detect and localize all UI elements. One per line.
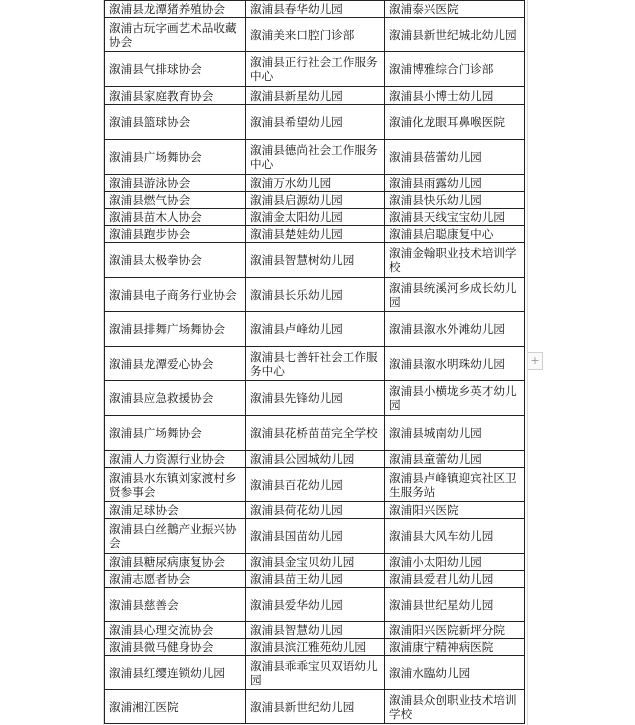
table-row (105, 140, 525, 175)
table-cell[interactable]: 溆浦县水东镇刘家渡村乡贤参事会 (105, 468, 246, 502)
table-cell[interactable]: 溆浦县大风车幼儿园 (385, 519, 525, 554)
table-cell[interactable]: 溆浦县正行社会工作服务中心 (246, 52, 385, 87)
table-row (105, 451, 525, 468)
table-cell[interactable]: 溆浦县德尚社会工作服务中心 (246, 140, 385, 175)
table-cell[interactable]: 溆浦博雅综合门诊部 (385, 52, 525, 87)
table-cell[interactable]: 溆浦县跑步协会 (105, 226, 246, 243)
table-cell[interactable]: 溆浦县家庭教育协会 (105, 87, 246, 105)
table-cell[interactable]: 溆浦县排舞广场舞协会 (105, 312, 246, 347)
table-cell[interactable]: 溆浦县新星幼儿园 (246, 87, 385, 105)
table-cell[interactable]: 溆浦县快乐幼儿园 (385, 192, 525, 209)
table-cell[interactable]: 溆浦县小博士幼儿园 (385, 87, 525, 105)
table-row (105, 226, 525, 243)
table-cell[interactable]: 溆浦县公园城幼儿园 (246, 451, 385, 468)
table-cell[interactable]: 溆浦金太阳幼儿园 (246, 209, 385, 226)
table-cell[interactable]: 溆浦县卢峰镇迎宾社区卫生服务站 (385, 468, 525, 502)
table-cell[interactable]: 溆浦足球协会 (105, 502, 246, 519)
table-cell[interactable]: 溆浦县龙潭爱心协会 (105, 347, 246, 381)
table-cell[interactable]: 溆浦县应急救援协会 (105, 381, 246, 416)
table-cell[interactable]: 溆浦县太极拳协会 (105, 243, 246, 278)
table-body (105, 1, 525, 724)
table-cell[interactable]: 溆浦县龙潭猪养殖协会 (105, 1, 246, 18)
table-cell[interactable]: 溆浦县卢峰幼儿园 (246, 312, 385, 347)
table-cell[interactable]: 溆浦县启聪康复中心 (385, 226, 525, 243)
table-cell[interactable]: 溆浦县金宝贝幼儿园 (246, 554, 385, 571)
table-cell[interactable]: 溆浦美来口腔门诊部 (246, 18, 385, 52)
table-row (105, 502, 525, 519)
table-cell[interactable]: 溆浦县滨江雅苑幼儿园 (246, 639, 385, 656)
table-row (105, 312, 525, 347)
table-cell[interactable]: 溆浦县苗木人协会 (105, 209, 246, 226)
table-cell[interactable]: 溆浦县微马健身协会 (105, 639, 246, 656)
table-cell[interactable]: 溆浦县先锋幼儿园 (246, 381, 385, 416)
table-cell[interactable]: 溆浦湘江医院 (105, 690, 246, 724)
table-cell[interactable]: 溆浦县雨露幼儿园 (385, 175, 525, 192)
table-row (105, 1, 525, 18)
table-row (105, 243, 525, 278)
table-cell[interactable]: 溆浦县花桥苗苗完全学校 (246, 416, 385, 451)
plus-icon[interactable]: + (528, 352, 543, 370)
table-cell[interactable]: 溆浦县众创职业技术培训学校 (385, 690, 525, 724)
table-row (105, 656, 525, 690)
table-cell[interactable]: 溆浦县乖乖宝贝双语幼儿园 (246, 656, 385, 690)
table-cell[interactable]: 溆浦县糖尿病康复协会 (105, 554, 246, 571)
table-cell[interactable]: 溆浦阳兴医院新坪分院 (385, 622, 525, 639)
table-cell[interactable]: 溆浦人力资源行业协会 (105, 451, 246, 468)
table-row (105, 52, 525, 87)
table-cell[interactable]: 溆浦县希望幼儿园 (246, 105, 385, 140)
table-cell[interactable]: 溆浦县国苗幼儿园 (246, 519, 385, 554)
table-cell[interactable]: 溆浦县溆水明珠幼儿园 (385, 347, 525, 381)
table-row (105, 347, 525, 381)
table-row (105, 18, 525, 52)
table-cell[interactable]: 溆浦化龙眼耳鼻喉医院 (385, 105, 525, 140)
table-cell[interactable]: 溆浦康宁精神病医院 (385, 639, 525, 656)
table-row (105, 175, 525, 192)
table-cell[interactable]: 溆浦志愿者协会 (105, 571, 246, 588)
table-cell[interactable]: 溆浦县天线宝宝幼儿园 (385, 209, 525, 226)
table-row (105, 381, 525, 416)
table-row (105, 416, 525, 451)
table-cell[interactable]: 溆浦县新世纪城北幼儿园 (385, 18, 525, 52)
table-row (105, 690, 525, 724)
table-row (105, 554, 525, 571)
table-cell[interactable]: 溆浦县心理交流协会 (105, 622, 246, 639)
table-row (105, 209, 525, 226)
table-cell[interactable]: 溆浦古玩字画艺术品收藏协会 (105, 18, 246, 52)
table-cell[interactable]: 溆浦县启源幼儿园 (246, 192, 385, 209)
table-cell[interactable]: 溆浦县蓓蕾幼儿园 (385, 140, 525, 175)
table-cell[interactable]: 溆浦县爱华幼儿园 (246, 588, 385, 622)
table-cell[interactable]: 溆浦县统溪河乡成长幼儿园 (385, 278, 525, 312)
table-cell[interactable]: 溆浦泰兴医院 (385, 1, 525, 18)
table-cell[interactable]: 溆浦县七善轩社会工作服务中心 (246, 347, 385, 381)
table-cell[interactable]: 溆浦阳兴医院 (385, 502, 525, 519)
table-cell[interactable]: 溆浦县气排球协会 (105, 52, 246, 87)
table-row (105, 87, 525, 105)
table-cell[interactable]: 溆浦小太阳幼儿园 (385, 554, 525, 571)
table-cell[interactable]: 溆浦县广场舞协会 (105, 140, 246, 175)
table-cell[interactable]: 溆浦县电子商务行业协会 (105, 278, 246, 312)
table-cell[interactable]: 溆浦县楚娃幼儿园 (246, 226, 385, 243)
table-row (105, 571, 525, 588)
table-cell[interactable]: 溆浦县童蕾幼儿园 (385, 451, 525, 468)
table-cell[interactable]: 溆浦县智慧幼儿园 (246, 622, 385, 639)
table-cell[interactable]: 溆浦县篮球协会 (105, 105, 246, 140)
table-row (105, 588, 525, 622)
table-row (105, 622, 525, 639)
table-cell[interactable]: 溆浦县荷花幼儿园 (246, 502, 385, 519)
table-cell[interactable]: 溆浦县世纪星幼儿园 (385, 588, 525, 622)
table-row (105, 519, 525, 554)
table-cell[interactable]: 溆浦县爱君儿幼儿园 (385, 571, 525, 588)
table-cell[interactable]: 溆浦县新世纪幼儿园 (246, 690, 385, 724)
table-cell[interactable]: 溆浦县广场舞协会 (105, 416, 246, 451)
table-row (105, 639, 525, 656)
organization-table (104, 0, 525, 724)
table-cell[interactable]: 溆浦县白丝鵝产业振兴协会 (105, 519, 246, 554)
table-row (105, 468, 525, 502)
table-row (105, 278, 525, 312)
table-row (105, 192, 525, 209)
table-cell[interactable]: 溆浦县红缨连锁幼儿园 (105, 656, 246, 690)
table-cell[interactable]: 溆浦县春华幼儿园 (246, 1, 385, 18)
table-cell[interactable]: 溆浦水臨幼儿园 (385, 656, 525, 690)
table-row (105, 105, 525, 140)
table-cell[interactable]: 溆浦县小横垅乡英才幼儿园 (385, 381, 525, 416)
table-cell[interactable]: 溆浦县智慧树幼儿园 (246, 243, 385, 278)
table-cell[interactable]: 溆浦县百花幼儿园 (246, 468, 385, 502)
table-cell[interactable]: 溆浦金翰职业技术培训学校 (385, 243, 525, 278)
table-cell[interactable]: 溆浦县燃气协会 (105, 192, 246, 209)
table-cell[interactable]: 溆浦县游泳协会 (105, 175, 246, 192)
table-cell[interactable]: 溆浦县城南幼儿园 (385, 416, 525, 451)
table-cell[interactable]: 溆浦县溆水外滩幼儿园 (385, 312, 525, 347)
table-cell[interactable]: 溆浦县长乐幼儿园 (246, 278, 385, 312)
table-cell[interactable]: 溆浦万水幼儿园 (246, 175, 385, 192)
table-cell[interactable]: 溆浦县慈善会 (105, 588, 246, 622)
table-cell[interactable]: 溆浦县苗王幼儿园 (246, 571, 385, 588)
